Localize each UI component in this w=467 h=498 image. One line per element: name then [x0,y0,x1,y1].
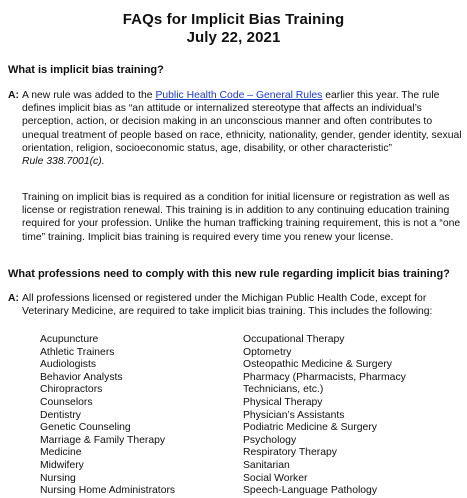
page-title: FAQs for Implicit Bias Training [122,11,345,28]
answer-1-text-after-link: earlier this year. The rule defines implicit bias as “an attitude or internalized stereotype that affects an individual’s perception, action, or decision making in an unconscious manner and often contributes to unequal treatment of people based on race, ethnicity, nationality, gender, gender identity, sexual orientation, religion, socioeconomic status, age, disability, or other characteristic” [22,90,462,154]
question-2: What professions need to comply with this new rule regarding implicit bias training? [8,268,450,280]
answer-1-text-before-link: A new rule was added to the [22,90,156,101]
question-1: What is implicit bias training? [8,64,164,76]
professions-right-column [243,334,463,498]
list-item: Nursing [40,472,76,484]
list-item: Respiratory Therapy [243,447,337,459]
answer-1-paragraph-1 [22,89,463,168]
list-item: Acupuncture [40,334,99,345]
list-item: Marriage & Family Therapy [40,434,166,446]
list-item: Physical Therapy [243,396,323,408]
list-item: Osteopathic Medicine & Surgery [243,359,393,371]
answer-1 [8,89,463,168]
list-item: Genetic Counseling [40,422,131,434]
answer-2-text: All professions licensed or registered under the Michigan Public Health Code, except for Veterinary Medicine, are required to take implicit bias training. This includes the following: [22,293,433,318]
list-item: Sanitarian [243,459,290,471]
list-item: Podiatric Medicine & Surgery [243,422,377,434]
list-item: Occupational Therapy [243,334,345,345]
professions-left-column [40,334,230,498]
rule-citation: Rule 338.7001(c). [22,156,105,168]
answer-label: A: [8,90,19,101]
list-item: Chiropractors [40,384,103,396]
list-item: Physician’s Assistants [243,409,345,421]
public-health-code-link[interactable]: Public Health Code – General Rules [155,90,323,101]
list-item: Pharmacy (Pharmacists, Pharmacy [243,371,406,383]
list-item: Dentistry [40,409,81,421]
answer-1-paragraph-2: Training on implicit bias is required as a condition for initial licensure or registration as well as license or registration renewal. This training is in addition to any continuing education training required for your profession. Unlike the human trafficking training requirement, this is not a “one time” training. Implicit bias training is required every time you renew your license. [22,192,461,243]
page-date: July 22, 2021 [186,29,281,46]
list-item: Athletic Trainers [40,346,115,358]
list-item: Behavior Analysts [40,371,123,383]
list-item: Technicians, etc.) [243,384,324,396]
list-item: Social Worker [243,472,308,484]
answer-2 [8,292,463,318]
list-item: Nursing Home Administrators [40,485,176,497]
answer-label: A: [8,293,19,304]
list-item: Psychology [243,434,297,446]
list-item: Speech-Language Pathology [243,485,378,497]
list-item: Medicine [40,447,82,459]
list-item: Audiologists [40,359,97,371]
list-item: Midwifery [40,459,84,471]
list-item: Optometry [243,346,292,358]
list-item: Counselors [40,396,93,408]
